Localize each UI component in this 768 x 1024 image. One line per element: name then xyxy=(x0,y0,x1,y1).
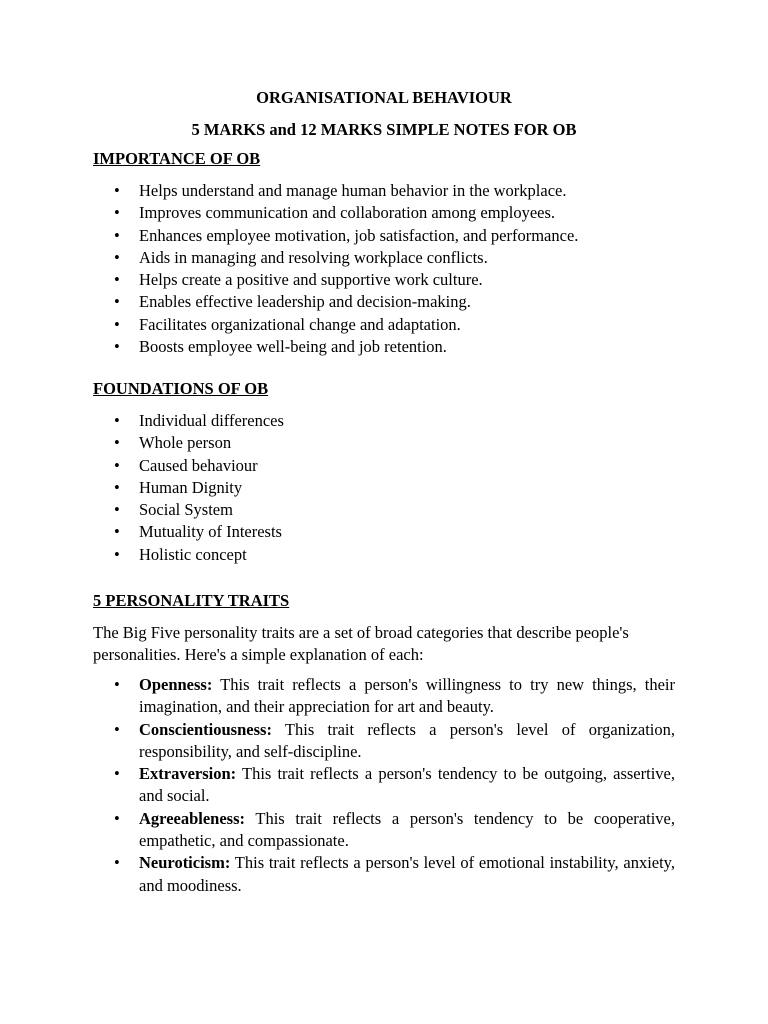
trait-description: This trait reflects a person's level of organization, responsibility, and self-discipline. xyxy=(139,719,675,761)
list-item: • Individual differences xyxy=(93,410,675,432)
traits-list xyxy=(93,674,675,897)
list-item: • Whole person xyxy=(93,432,675,454)
document-title: ORGANISATIONAL BEHAVIOUR xyxy=(256,88,512,107)
list-item xyxy=(93,719,675,764)
list-item: • Caused behaviour xyxy=(93,455,675,477)
list-item xyxy=(93,808,675,853)
trait-term: Agreeableness: xyxy=(139,808,246,828)
trait-description: This trait reflects a person's tendency to be cooperative, empathetic, and compassionate. xyxy=(139,808,675,851)
trait-term: Openness: xyxy=(139,675,213,694)
trait-description: This trait reflects a person's level of emotional instability, anxiety, and moodiness. xyxy=(139,853,675,895)
trait-description: This trait reflects a person's willingness to try new things, their imagination, and their appreciation for art and beauty. xyxy=(139,675,675,717)
list-item: • Holistic concept xyxy=(93,544,675,566)
list-item: • Improves communication and collaboration among employees. xyxy=(93,202,675,224)
list-item: • Boosts employee well-being and job retention. xyxy=(93,336,675,358)
importance-heading: IMPORTANCE OF OB xyxy=(93,149,261,168)
traits-intro: The Big Five personality traits are a set of broad categories that describe people's personalities. Here's a simple explanation of each: xyxy=(93,623,629,665)
foundations-list xyxy=(93,410,675,566)
list-item: • Facilitates organizational change and adaptation. xyxy=(93,314,675,336)
list-item xyxy=(93,763,675,808)
trait-term: Neuroticism: xyxy=(139,853,231,873)
importance-list xyxy=(93,180,675,358)
list-item: • Enables effective leadership and decision-making. xyxy=(93,291,675,313)
list-item xyxy=(93,852,675,897)
foundations-heading: FOUNDATIONS OF OB xyxy=(93,379,269,398)
traits-heading: 5 PERSONALITY TRAITS xyxy=(93,591,290,610)
list-item: • Helps understand and manage human behavior in the workplace. xyxy=(93,180,675,202)
trait-term: Conscientiousness: xyxy=(139,719,272,739)
list-item: • Helps create a positive and supportive work culture. xyxy=(93,269,675,291)
list-item: • Mutuality of Interests xyxy=(93,521,675,543)
list-item: • Social System xyxy=(93,499,675,521)
list-item: • Human Dignity xyxy=(93,477,675,499)
list-item: • Enhances employee motivation, job satisfaction, and performance. xyxy=(93,225,675,247)
trait-term: Extraversion: xyxy=(139,764,237,784)
list-item: • Aids in managing and resolving workplace conflicts. xyxy=(93,247,675,269)
list-item xyxy=(93,674,675,719)
document-subtitle: 5 MARKS and 12 MARKS SIMPLE NOTES FOR OB xyxy=(191,120,577,139)
trait-description: This trait reflects a person's tendency to be outgoing, assertive, and social. xyxy=(139,764,675,806)
